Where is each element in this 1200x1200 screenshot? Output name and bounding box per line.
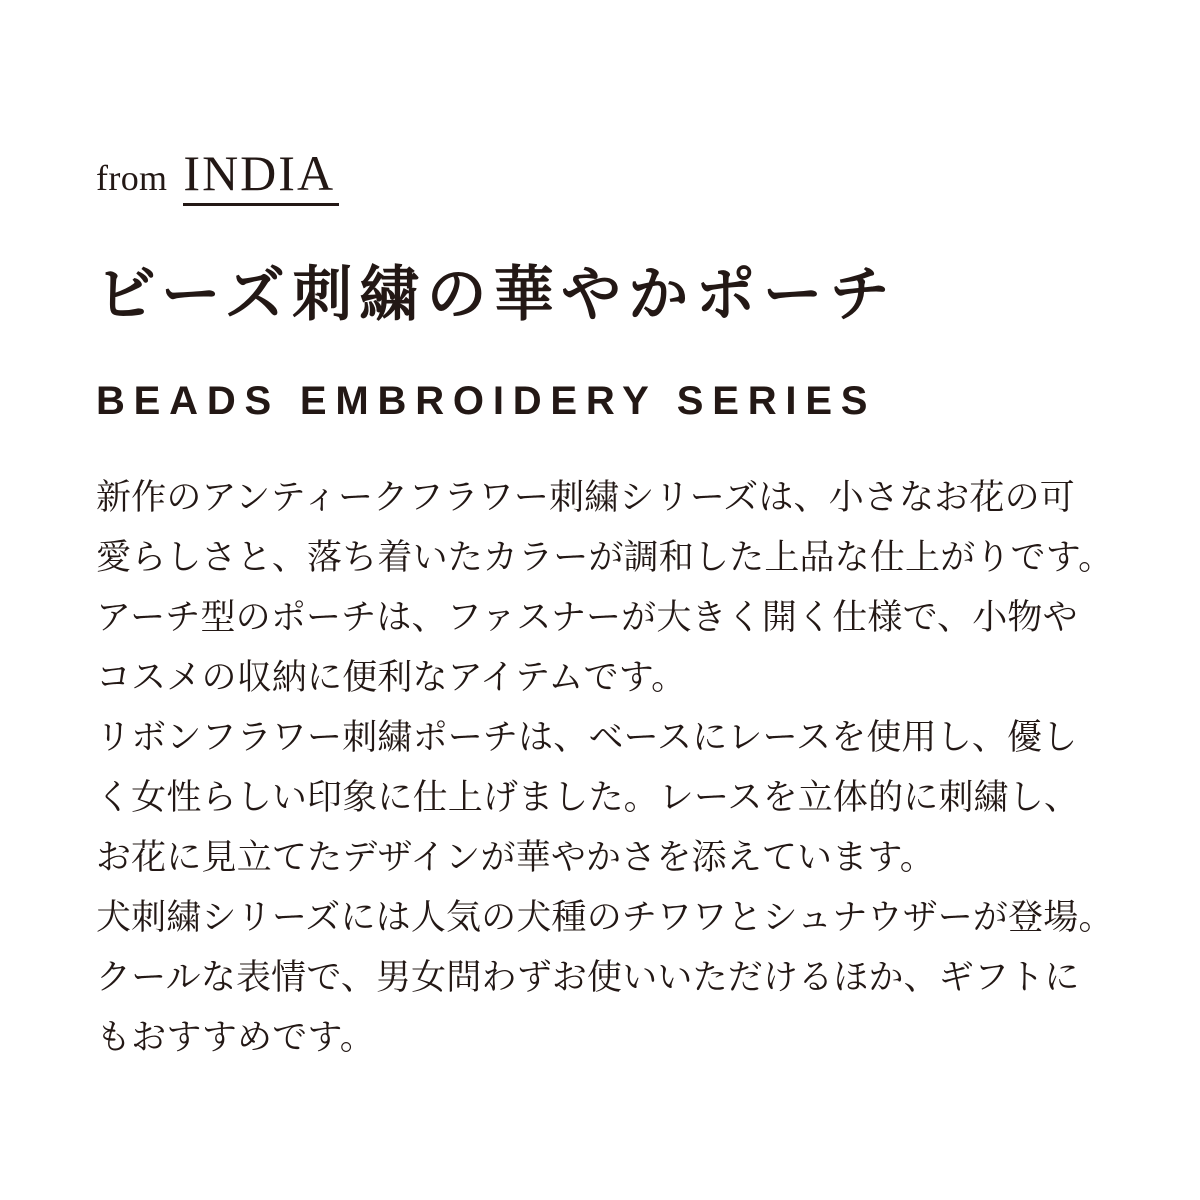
description-line: リボンフラワー刺繍ポーチは、ベースにレースを使用し、優し [96,718,1078,757]
description-line: クールな表情で、男女問わずお使いいただけるほか、ギフトに [96,958,1080,997]
origin-prefix-label: from [96,158,168,198]
description-line: 新作のアンティークフラワー刺繍シリーズは、小さなお花の可 [96,478,1075,517]
content-block [96,145,1126,1068]
origin-line [96,145,1126,206]
description-line: く女性らしい印象に仕上げました。レースを立体的に刺繍し、 [96,778,1080,817]
description-line: もおすすめです。 [96,1018,375,1057]
description-line: アーチ型のポーチは、ファスナーが大きく開く仕様で、小物や [96,598,1078,637]
description-line: コスメの収納に便利なアイテムです。 [96,658,687,697]
page-subtitle: BEADS EMBROIDERY SERIES [96,379,877,423]
page-title: ビーズ刺繍の華やかポーチ [96,261,897,328]
description-paragraphs [96,468,1126,1068]
description-line: お花に見立てたデザインが華やかさを添えています。 [96,838,935,877]
description-line: 犬刺繍シリーズには人気の犬種のチワワとシュナウザーが登場。 [96,898,1114,937]
description-line: 愛らしさと、落ち着いたカラーが調和した上品な仕上がりです。 [96,538,1114,577]
origin-country-label: INDIA [183,148,339,206]
